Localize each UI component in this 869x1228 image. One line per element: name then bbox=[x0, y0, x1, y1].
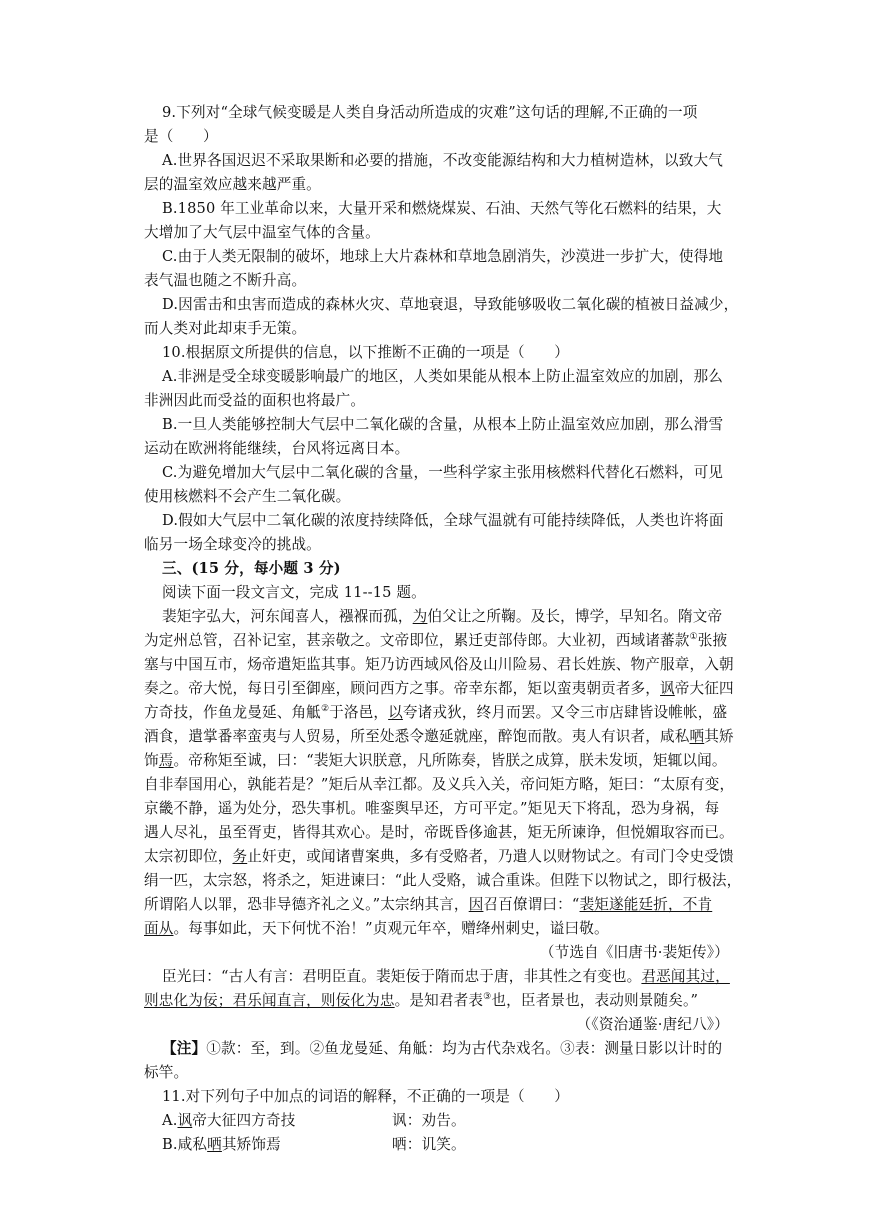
q9-stem-line1: 9.下列对“全球气候变暖是人类自身活动所造成的灾难”这句话的理解,不正确的一项 bbox=[162, 104, 698, 121]
comment-line-2: 则忠化为佞；君乐闻直言，则佞化为忠。是知君者表③也，臣者景也，表动则景随矣。” bbox=[144, 992, 699, 1009]
q10-option-a-line2: 非洲因此而受益的面积也将最广。 bbox=[144, 392, 366, 409]
passage-line-7: 饰焉。帝称矩至诚，曰：“裴矩大识朕意，凡所陈奏，皆朕之成算，朕未发顷，矩辄以闻。 bbox=[144, 752, 727, 769]
underlined-word: 务 bbox=[232, 848, 248, 865]
notes-label: 【注】 bbox=[162, 1040, 207, 1057]
passage-line-6: 酒食，遣掌番率蛮夷与人贸易，所至处悉令邀延就座，醉饱而散。夷人有识者，咸私哂其矫 bbox=[144, 728, 734, 745]
passage-line-9: 京畿不静，遥为处分，恐失事机。唯銮舆早还，方可平定。”矩见天下将乱，恐为身祸，每 bbox=[144, 800, 720, 817]
q11-option-b-gloss: 哂：讥笑。 bbox=[392, 1136, 466, 1153]
q9-stem-line2: 是（ ） bbox=[144, 128, 218, 145]
q11-option-a-gloss: 讽：劝告。 bbox=[392, 1112, 466, 1129]
q10-option-b-line2: 运动在欧洲将能继续，台风将远离日本。 bbox=[144, 440, 410, 457]
underlined-phrase: 君恶闻其过， bbox=[641, 968, 730, 985]
q10-option-d-line1: D.假如大气层中二氧化碳的浓度持续降低，全球气温就有可能持续降低，人类也许将面 bbox=[162, 512, 724, 529]
q9-option-a-line1: A.世界各国迟迟不采取果断和必要的措施，不改变能源结构和大力植树造林，以致大气 bbox=[162, 152, 723, 169]
q10-option-d-line2: 临另一场全球变冷的挑战。 bbox=[144, 536, 321, 553]
underlined-phrase: 裴矩遂能廷折，不肯 bbox=[579, 896, 713, 913]
q11-option-a: A.讽帝大征四方奇技 bbox=[162, 1112, 296, 1129]
q9-option-c-line1: C.由于人类无限制的破坏，地球上大片森林和草地急剧消失，沙漠进一步扩大，使得地 bbox=[162, 248, 724, 265]
source-citation-1: （节选自《旧唐书·裴矩传》） bbox=[539, 944, 729, 961]
q9-option-a-line2: 层的温室效应越来越严重。 bbox=[144, 176, 321, 193]
underlined-word: 因 bbox=[468, 896, 484, 913]
notes-line-1: 【注】①款：至，到。②鱼龙曼延、角觝：均为古代杂戏名。③表：测量日影以计时的 bbox=[162, 1040, 723, 1057]
section-heading: 三、(15 分，每小题 3 分) bbox=[162, 560, 341, 577]
q9-option-b-line2: 大增加了大气层中温室气体的含量。 bbox=[144, 224, 380, 241]
footnote-marker: ① bbox=[689, 632, 698, 643]
q11-option-b: B.咸私哂其矫饰焉 bbox=[162, 1136, 281, 1153]
underlined-word: 为 bbox=[412, 608, 428, 625]
footnote-marker: ③ bbox=[483, 992, 492, 1003]
q11-stem: 11.对下列句子中加点的词语的解释，不正确的一项是（ ） bbox=[162, 1088, 569, 1105]
section-instructions: 阅读下面一段文言文，完成 11--15 题。 bbox=[162, 584, 426, 601]
q9-option-d-line2: 而人类对此却束手无策。 bbox=[144, 320, 307, 337]
passage-line-11: 太宗初即位，务止奸吏，或闻诸曹案典，多有受赂者，乃遣人以财物试之。有司门令史受馈 bbox=[144, 848, 734, 865]
underlined-phrase: 则忠化为佞；君乐闻直言，则佞化为忠 bbox=[144, 992, 395, 1009]
q9-option-c-line2: 表气温也随之不断升高。 bbox=[144, 272, 307, 289]
passage-line-2: 为定州总管，召补记室，甚亲敬之。文帝即位，累迁吏部侍郎。大业初，西域诸蕃款①张掖 bbox=[144, 632, 728, 649]
underlined-word: 焉 bbox=[158, 752, 174, 769]
notes-line-2: 标竿。 bbox=[144, 1064, 189, 1081]
underlined-word: 讽 bbox=[660, 680, 675, 697]
passage-line-4: 奏之。帝大悦，每日引至御座，顾问西方之事。帝幸东都，矩以蛮夷朝贡者多，讽帝大征四 bbox=[144, 680, 734, 697]
source-citation-2: （《资治通鉴·唐纪八》） bbox=[576, 1016, 729, 1033]
q10-option-a-line1: A.非洲是受全球变暖影响最广的地区，人类如果能从根本上防止温室效应的加剧，那么 bbox=[162, 368, 723, 385]
underlined-phrase: 面从 bbox=[144, 920, 174, 937]
passage-line-3: 塞与中国互市，炀帝遣矩监其事。矩乃访西域风俗及山川险易、君长姓族、物产服章，入朝 bbox=[144, 656, 734, 673]
passage-line-12: 绢一匹，太宗怒，将杀之，矩进谏曰：“此人受赂，诚合重诛。但陛下以物试之，即行极法， bbox=[144, 872, 742, 889]
comment-line-1: 臣光曰：“古人有言：君明臣直。裴矩佞于隋而忠于唐，非其性之有变也。君恶闻其过， bbox=[162, 968, 730, 985]
q10-option-c-line1: C.为避免增加大气层中二氧化碳的含量，一些科学家主张用核燃料代替化石燃料，可见 bbox=[162, 464, 724, 481]
footnote-marker: ② bbox=[320, 704, 330, 715]
passage-line-14: 面从。每事如此，天下何忧不治！”贞观元年卒，赠绛州刺史，谥曰敬。 bbox=[144, 920, 609, 937]
q10-option-c-line2: 使用核燃料不会产生二氧化碳。 bbox=[144, 488, 351, 505]
q10-stem: 10.根据原文所提供的信息，以下推断不正确的一项是（ ） bbox=[162, 344, 569, 361]
passage-line-10: 遇人尽礼，虽至胥吏，皆得其欢心。是时，帝既昏侈逾甚，矩无所谏诤，但悦媚取容而已。 bbox=[144, 824, 734, 841]
q9-option-d-line1: D.因雷击和虫害而造成的森林火灾、草地衰退，导致能够吸收二氧化碳的植被日益减少， bbox=[162, 296, 739, 313]
passage-line-5: 方奇技，作鱼龙曼延、角觝②于洛邑，以夸诸戎狄，终月而罢。又令三市店肆皆设帷帐，盛 bbox=[144, 704, 728, 721]
underlined-word: 以 bbox=[388, 704, 403, 721]
underlined-word: 哂 bbox=[207, 1136, 222, 1153]
passage-line-13: 所谓陷人以罪，恐非导德齐礼之义。”太宗纳其言，因召百僚谓曰：“裴矩遂能廷折，不肯 bbox=[144, 896, 713, 913]
q10-option-b-line1: B.一旦人类能够控制大气层中二氧化碳的含量，从根本上防止温室效应加剧，那么滑雪 bbox=[162, 416, 724, 433]
underlined-word: 讽 bbox=[177, 1112, 193, 1129]
underlined-word: 哂 bbox=[689, 728, 705, 745]
q9-option-b-line1: B.1850 年工业革命以来，大量开采和燃烧煤炭、石油、天然气等化石燃料的结果，大 bbox=[162, 200, 722, 217]
passage-line-1: 裴矩字弘大，河东闻喜人，襁褓而孤，为伯父让之所鞠。及长，博学，早知名。隋文帝 bbox=[162, 608, 723, 625]
passage-line-8: 自非奉国用心，孰能若是？”矩后从幸江都。及义兵入关，帝问矩方略，矩曰：“太原有变， bbox=[144, 776, 735, 793]
